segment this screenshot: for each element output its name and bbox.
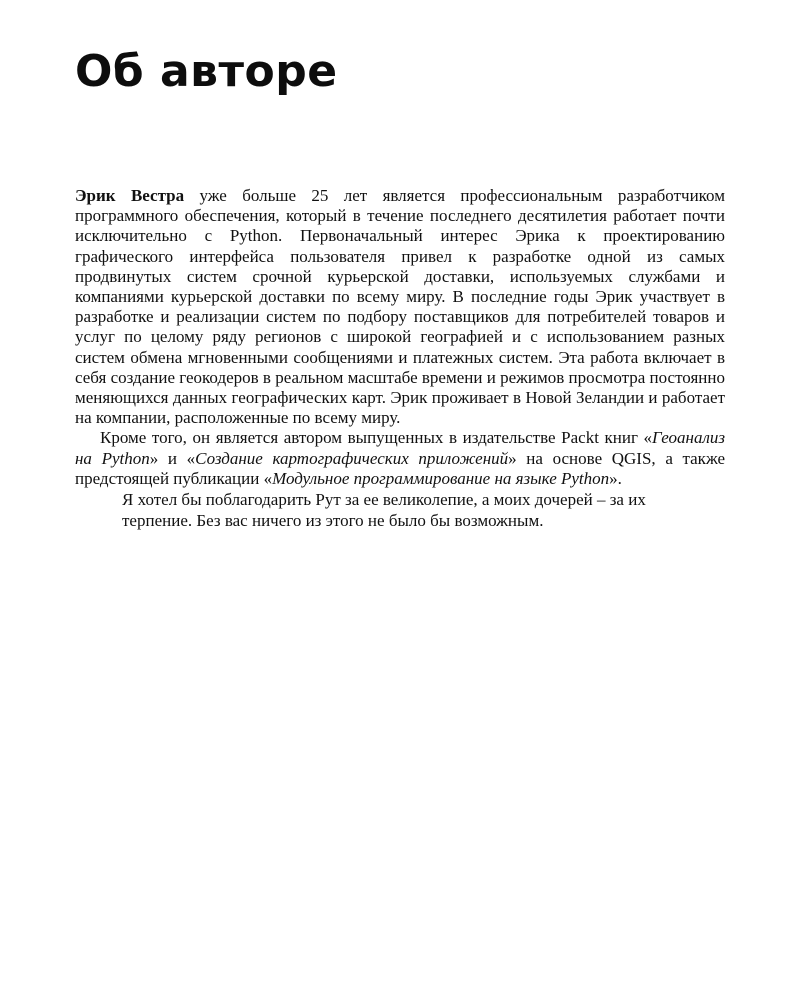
chapter-title: Об авторе — [75, 46, 338, 97]
book-title-2: Создание картографических приложений — [195, 448, 509, 468]
bio-paragraph-2-mid: » на основе QGIS, а также предстоящей публикации « — [75, 448, 726, 488]
bio-paragraph-1-text: уже больше 25 лет является профессиональным разработчиком программного обеспечения, который в течение последнего десятилетия работает почти исключительно с Python. Первоначальный интерес Эрика к проектированию графического интерфейса пользователя привел к разработке одной из самых продвинутых систем срочной курьерской доставки, используемых службами и компаниями курьерской доставки по всему миру. В последние годы Эрик участвует в разработке и реализации систем по подбору поставщиков для потребителей товаров и услуг по целому ряду регионов с широкой географией и с использованием разных систем обмена мгновенными сообщениями и платежных систем. Эта работа включает в себя создание геокодеров в реальном масштабе времени и режимов просмотра постоянно меняющихся данных географических карт. Эрик проживает в Новой Зеландии и работает на компании, расположенные по всему миру. — [75, 186, 725, 428]
bio-paragraph-2-intro: Кроме того, он является автором выпущенных в издательстве Packt книг « — [100, 428, 653, 448]
bio-paragraph-2-end: ». — [609, 468, 622, 488]
bio-paragraph-1 — [75, 186, 725, 428]
acknowledgement — [122, 489, 702, 531]
acknowledgement-text: Я хотел бы поблагодарить Рут за ее великолепие, а моих дочерей – за их терпение. Без вас ничего из этого не было бы возможным. — [122, 490, 646, 530]
author-bio — [75, 186, 725, 489]
bio-paragraph-2-and: » и « — [149, 448, 196, 468]
book-title-3: Модульное программирование на языке Python — [272, 468, 610, 488]
book-title-1: Геоанализ на Python — [75, 428, 725, 468]
author-name: Эрик Вестра — [75, 186, 185, 205]
bio-paragraph-2 — [75, 428, 725, 489]
